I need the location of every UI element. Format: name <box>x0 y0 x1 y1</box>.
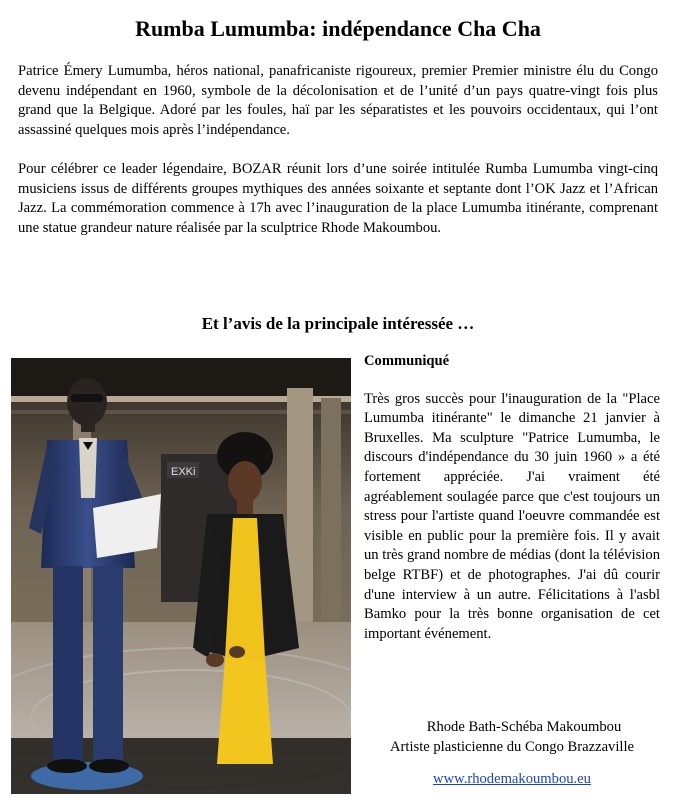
signature-block <box>364 718 660 757</box>
website-link[interactable]: www.rhodemakoumbou.eu <box>433 771 591 787</box>
intro-paragraph: Patrice Émery Lumumba, héros national, panafricaniste rigoureux, premier Premier ministre élu du Congo devenu indépendant en 1960, symbole de la décolonisation et de l’unité d’un pays quatre-vingt fois plus grand que la Belgique. Adoré par les foules, haï par les séparatistes et les pouvoirs occidentaux, qui l’ont assassiné quelques mois après l’indépendance. <box>18 63 658 138</box>
event-photo <box>11 358 351 794</box>
event-paragraph: Pour célébrer ce leader légendaire, BOZAR réunit lors d’une soirée intitulée Rumba Lumumba vingt-cinq musiciens issus de différents groupes mythiques des années soixante et septante dont l’OK Jazz et l’African Jazz. La commémoration commence à 17h avec l’inauguration de la place Lumumba itinérante, comprenant une statue grandeur nature réalisée par la sculptrice Rhode Makoumbou. <box>18 161 658 236</box>
article-title: Rumba Lumumba: indépendance Cha Cha <box>135 16 541 41</box>
photo-illustration <box>11 358 351 794</box>
communique-body: Très gros succès pour l'inauguration de la "Place Lumumba itinérante" le dimanche 21 janvier à Bruxelles. Ma sculpture "Patrice Lumumba, le discours d'indépendance du 30 juin 1960 » a été fortement appréciée. J'ai vraiment été agréablement soulagée parce que c'est toujours un stress pour l'artiste quand l'oeuvre commandée est visible en public pour la première fois. Il y avait un très grand nombre de médias (dont la télévision belge RTBF) et de photographes. J'ai dû courir d'une interview à un autre. Félicitations à l'asbl Bamko pour la très bonne organisation de cet important événement. <box>364 390 660 642</box>
signature-role: Artiste plasticienne du Congo Brazzaville <box>390 738 634 755</box>
section-subtitle: Et l’avis de la principale intéressée … <box>201 314 475 333</box>
signature-name: Rhode Bath-Schéba Makoumbou <box>426 719 622 735</box>
communique-heading: Communiqué <box>364 353 450 369</box>
communique-section <box>364 352 660 644</box>
shop-sign-text: EXKi <box>171 466 196 478</box>
